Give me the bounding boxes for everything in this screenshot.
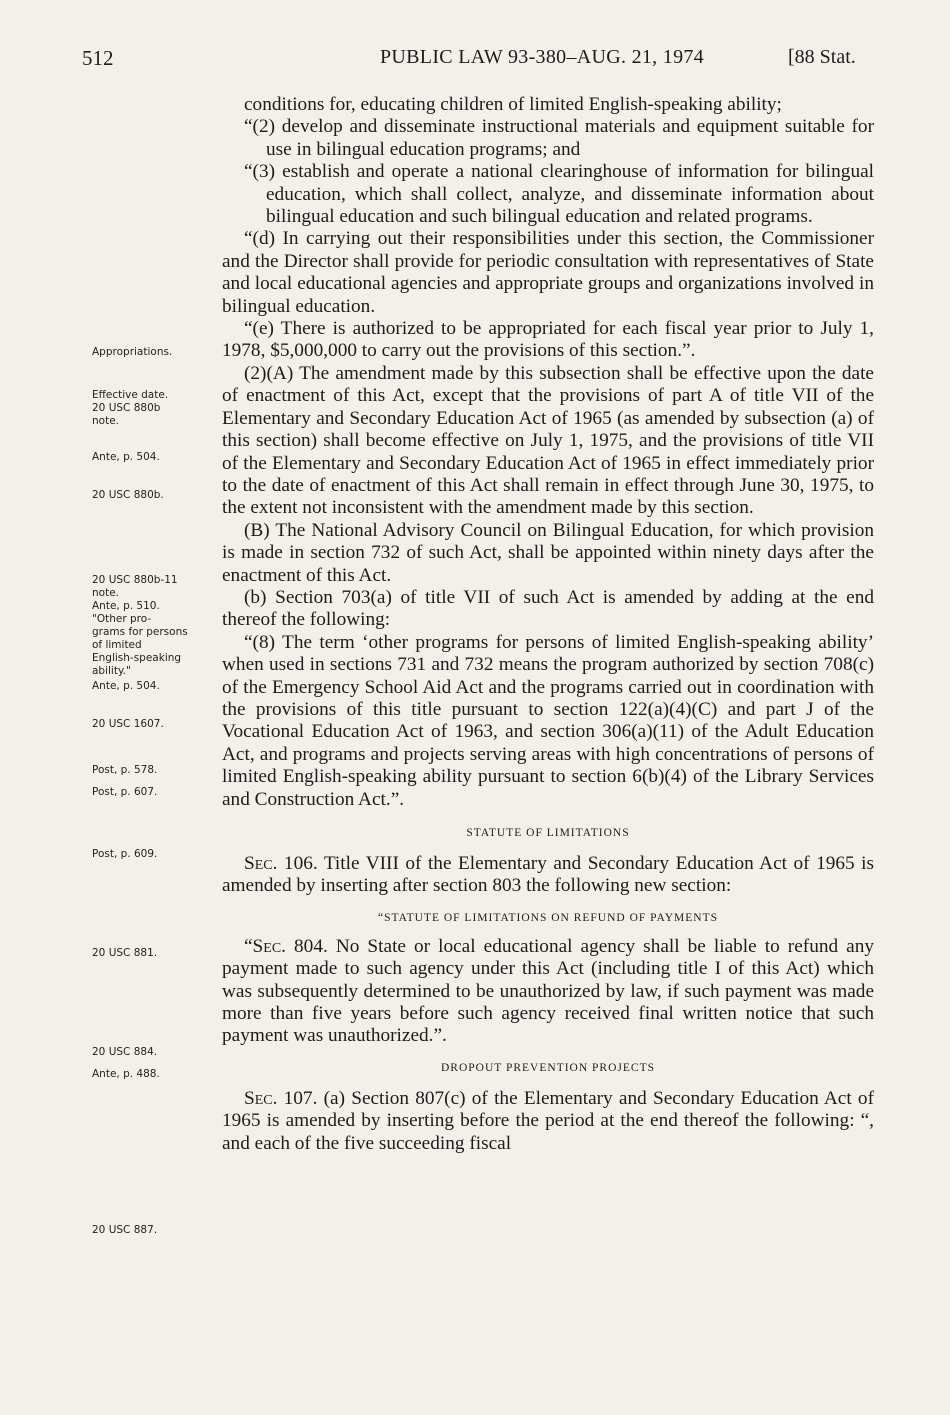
margin-note-usc-880b-11-note: note. — [92, 587, 119, 599]
sec-804-label: “Sec. — [244, 935, 286, 957]
statute-reference: [88 Stat. — [788, 46, 856, 68]
sec-106-label: Sec. — [244, 853, 278, 874]
sec-106-text: 106. Title VIII of the Elementary and Secondary Education Act of 1965 is amended by inserting after section 803 the following new section: — [222, 853, 874, 897]
paragraph-sec-804 — [222, 936, 874, 1048]
margin-note-post-607: Post, p. 607. — [92, 786, 158, 798]
paragraph-conditions: conditions for, educating children of limited English-speaking ability; — [244, 94, 782, 115]
sec-107-label: Sec. — [244, 1087, 278, 1109]
paragraph-item-2: “(2) develop and disseminate instructional materials and equipment suitable for use in bilingual education programs; and — [244, 116, 874, 160]
paragraph-sec-106 — [222, 853, 874, 898]
paragraph-sec-107 — [222, 1088, 874, 1155]
page-number: 512 — [82, 46, 114, 70]
margin-note-ante-504-b: Ante, p. 504. — [92, 680, 160, 692]
heading-statute-of-limitations: STATUTE OF LIMITATIONS — [466, 827, 630, 839]
paragraph-subsection-e: “(e) There is authorized to be appropriated for each fiscal year prior to July 1, 1978, $5,000,000 to carry out the provisions of this section.”. — [222, 318, 874, 362]
heading-refund-of-payments: “STATUTE OF LIMITATIONS ON REFUND OF PAYMENTS — [377, 911, 719, 924]
margin-note-other-programs-4: English-speaking — [92, 652, 182, 664]
margin-note-post-609: Post, p. 609. — [92, 848, 158, 860]
margin-note-appropriations: Appropriations. — [92, 346, 173, 358]
margin-note-other-programs-3: of limited — [92, 639, 142, 651]
main-text — [222, 94, 874, 1155]
margin-note-other-programs-5: ability." — [92, 665, 131, 677]
margin-note-other-programs-1: "Other pro- — [92, 613, 152, 625]
margin-note-usc-1607: 20 USC 1607. — [92, 718, 164, 730]
margin-note-effective-date-cite: 20 USC 880b — [92, 402, 161, 414]
margin-note-usc-884: 20 USC 884. — [92, 1046, 158, 1058]
paragraph-subsection-d: “(d) In carrying out their responsibilities under this section, the Commissioner and the Director shall provide for periodic consultation with representatives of State and local educational agencies and appropriate groups and organizations involved in bilingual education. — [222, 228, 874, 317]
margin-note-ante-510: Ante, p. 510. — [92, 600, 160, 612]
paragraph-term-8: “(8) The term ‘other programs for persons of limited English-speaking ability’ when used in sections 731 and 732 means the program authorized by section 708(c) of the Emergency School Aid Act and the programs carried out in coordination with the provisions of this title pursuant to section 122(a)(4)(C) and part J of the Vocational Education Act of 1963, and section 306(a)(11) of the Adult Education Act, and programs and projects serving areas with high concentrations of persons of limited English-speaking ability pursuant to section 6(b)(4) of the Library Services and Construction Act.”. — [222, 631, 874, 810]
margin-note-ante-488: Ante, p. 488. — [92, 1068, 160, 1080]
running-title: PUBLIC LAW 93-380–AUG. 21, 1974 — [380, 46, 704, 68]
margin-note-usc-880b: 20 USC 880b. — [92, 489, 164, 501]
margin-note-usc-880b-11: 20 USC 880b-11 — [92, 574, 178, 586]
sec-107-text: 107. (a) Section 807(c) of the Elementary and Secondary Education Act of 1965 is amended by inserting before the period at the end thereof the following: “, and each of the five succeeding fiscal — [222, 1087, 874, 1154]
paragraph-item-3: “(3) establish and operate a national clearinghouse of information for bilingual education, which shall collect, analyze, and disseminate information about bilingual education and such bilingual education and related programs. — [244, 161, 874, 228]
margin-note-ante-504: Ante, p. 504. — [92, 451, 160, 463]
paragraph-b-section-703: (b) Section 703(a) of title VII of such Act is amended by adding at the end thereof the following: — [222, 586, 874, 631]
margin-note-usc-887: 20 USC 887. — [92, 1224, 158, 1236]
margin-note-usc-881: 20 USC 881. — [92, 947, 158, 959]
margin-note-post-578: Post, p. 578. — [92, 764, 158, 776]
heading-dropout-prevention: DROPOUT PREVENTION PROJECTS — [440, 1061, 655, 1074]
margin-note-other-programs-2: grams for persons — [92, 626, 188, 638]
margin-notes — [0, 0, 215, 1415]
sec-804-text: 804. No State or local educational agency shall be liable to refund any payment made to such agency under this Act (including title I of this Act) which was subsequently determined to be unauthorized by law, if such payment was made more than five years before such agency received final written notice that such payment was unauthorized.”. — [222, 935, 874, 1047]
paragraph-2b-council: (B) The National Advisory Council on Bilingual Education, for which provision is made in section 732 of such Act, shall be appointed within ninety days after the enactment of this Act. — [222, 519, 874, 586]
margin-note-effective-date-note: note. — [92, 415, 119, 427]
paragraph-2a-effective: (2)(A) The amendment made by this subsection shall be effective upon the date of enactment of this Act, except that the provisions of part A of title VII of the Elementary and Secondary Education Act of 1965 (as amended by subsection (a) of this section) shall become effective on July 1, 1975, and the provisions of title VII of the Elementary and Secondary Education Act of 1965 in effect immediately prior to the date of enactment of this Act shall remain in effect through June 30, 1975, to the extent not inconsistent with the amendment made by this section. — [222, 362, 874, 519]
margin-note-effective-date: Effective date. — [92, 389, 169, 401]
